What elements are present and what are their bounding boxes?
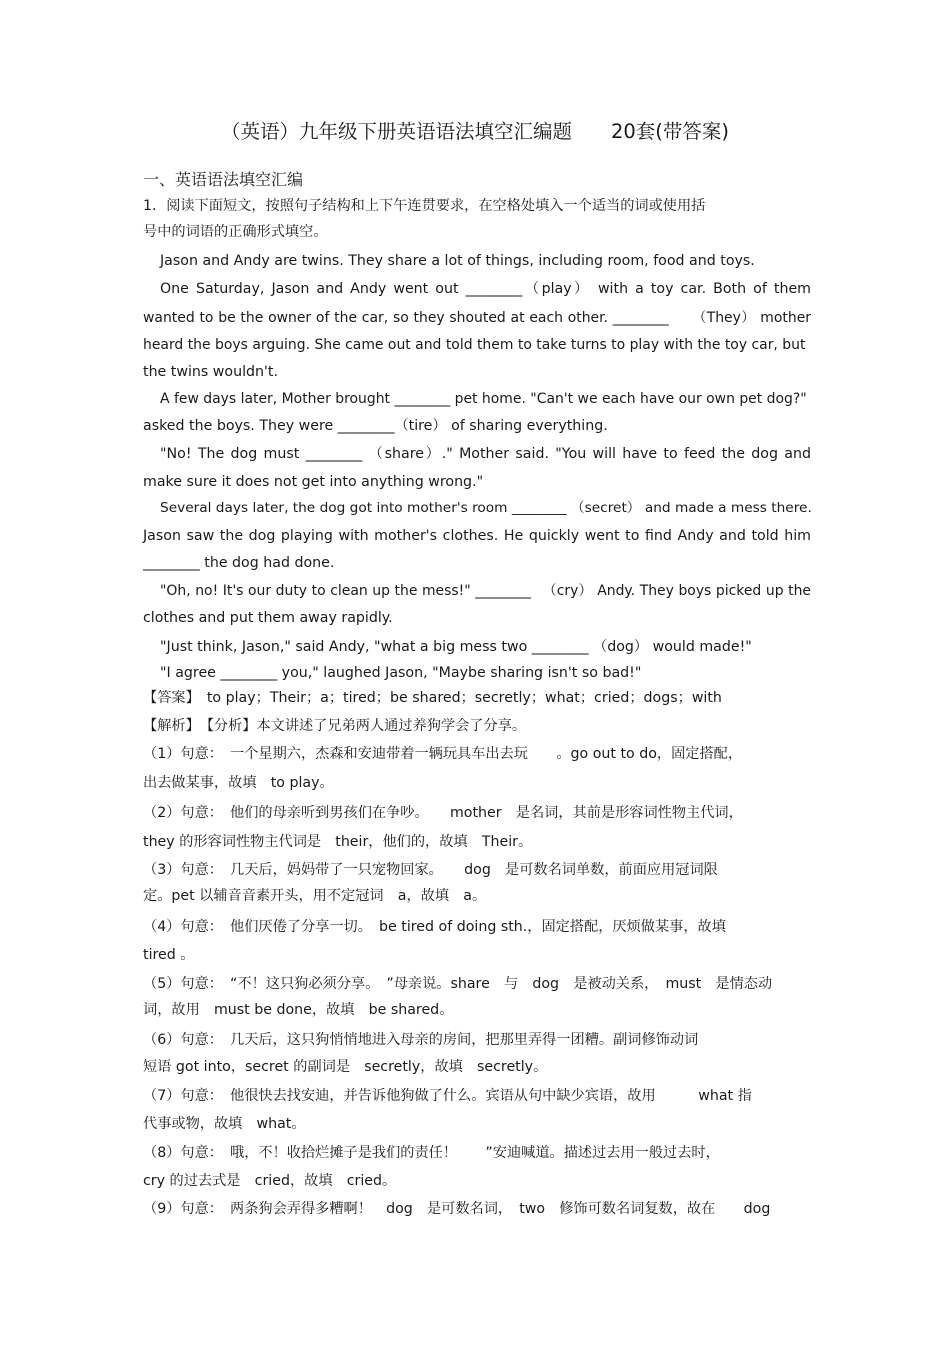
passage-line: wanted to be the owner of the car, so they shouted at each other. ________ （They） mother [143, 310, 811, 326]
passage-line: A few days later, Mother brought ________ pet home. "Can't we each have our own pet dog?" [160, 391, 807, 407]
passage-line: Several days later, the dog got into mother's room ________ （secret） and made a mess there. [160, 500, 812, 516]
explanation-line: 短语 got into，secret 的副词是 secretly，故填 secretly。 [143, 1059, 548, 1075]
question-intro: 号中的词语的正确形式填空。 [143, 224, 328, 240]
analysis-heading: 【解析】 【分析】本文讲述了兄弟两人通过养狗学会了分享。 [143, 718, 527, 734]
passage-line: heard the boys arguing. She came out and told them to take turns to play with the toy car, but [143, 337, 806, 353]
explanation-line: （8）句意： 哦，不！收拾烂摊子是我们的责任！ ”安迪喊道。描述过去用一般过去时， [143, 1145, 720, 1161]
explanation-line: （4）句意： 他们厌倦了分享一切。 be tired of doing sth.，固定搭配，厌烦做某事，故填 [143, 919, 726, 935]
answer-line: 【答案】 to play；Their；a；tired；be shared；secretly；what；cried；dogs；with [143, 690, 722, 706]
passage-line: "Just think, Jason," said Andy, "what a big mess two ________ （dog） would made!" [160, 639, 752, 655]
explanation-line: cry 的过去式是 cried，故填 cried。 [143, 1173, 397, 1189]
explanation-line: （9）句意： 两条狗会弄得多糟啊！ dog 是可数名词， two 修饰可数名词复数，故在 dog [143, 1201, 771, 1217]
passage-line: clothes and put them away rapidly. [143, 610, 393, 626]
passage-line: "No! The dog must ________ （share）." Mother said. "You will have to feed the dog and [160, 446, 811, 462]
section-heading: 一、英语语法填空汇编 [143, 170, 304, 189]
explanation-line: tired 。 [143, 947, 195, 963]
passage-line: make sure it does not get into anything wrong." [143, 474, 484, 490]
explanation-line: （3）句意： 几天后，妈妈带了一只宠物回家。 dog 是可数名词单数，前面应用冠词限 [143, 862, 718, 878]
question-intro: 1．阅读下面短文，按照句子结构和上下午连贯要求，在空格处填入一个适当的词或使用括 [143, 198, 706, 214]
explanation-line: （5）句意： “不！这只狗必须分享。 ”母亲说。share 与 dog 是被动关系， must 是情态动 [143, 976, 773, 992]
passage-line: asked the boys. They were ________（tire） of sharing everything. [143, 418, 608, 434]
passage-line: One Saturday, Jason and Andy went out ________（play） with a toy car. Both of them [160, 281, 811, 297]
document-title: （英语）九年级下册英语语法填空汇编题 20套(带答案) [220, 120, 730, 143]
explanation-line: 出去做某事，故填 to play。 [143, 775, 334, 791]
explanation-line: 代事或物，故填 what。 [143, 1116, 306, 1132]
explanation-line: 词，故用 must be done，故填 be shared。 [143, 1002, 454, 1018]
explanation-line: they 的形容词性物主代词是 their，他们的，故填 Their。 [143, 834, 533, 850]
passage-line: "Oh, no! It's our duty to clean up the mess!" ________ （cry） Andy. They boys picked up the [160, 583, 811, 599]
passage-line: Jason saw the dog playing with mother's clothes. He quickly went to find Andy and told him [143, 528, 811, 544]
explanation-line: 定。pet 以辅音音素开头，用不定冠词 a，故填 a。 [143, 888, 487, 904]
passage-line: ________ the dog had done. [143, 555, 335, 571]
passage-line: the twins wouldn't. [143, 364, 278, 380]
explanation-line: （1）句意： 一个星期六，杰森和安迪带着一辆玩具车出去玩 。go out to do，固定搭配， [143, 746, 743, 762]
explanation-line: （2）句意： 他们的母亲听到男孩们在争吵。 mother 是名词，其前是形容词性物主代词， [143, 805, 743, 821]
explanation-line: （6）句意： 几天后，这只狗悄悄地进入母亲的房间，把那里弄得一团糟。副词修饰动词 [143, 1032, 699, 1048]
passage-line: Jason and Andy are twins. They share a lot of things, including room, food and toys. [160, 253, 755, 269]
explanation-line: （7）句意： 他很快去找安迪，并告诉他狗做了什么。宾语从句中缺少宾语，故用 what 指 [143, 1088, 752, 1104]
passage-line: "I agree ________ you," laughed Jason, "Maybe sharing isn't so bad!" [160, 665, 642, 681]
